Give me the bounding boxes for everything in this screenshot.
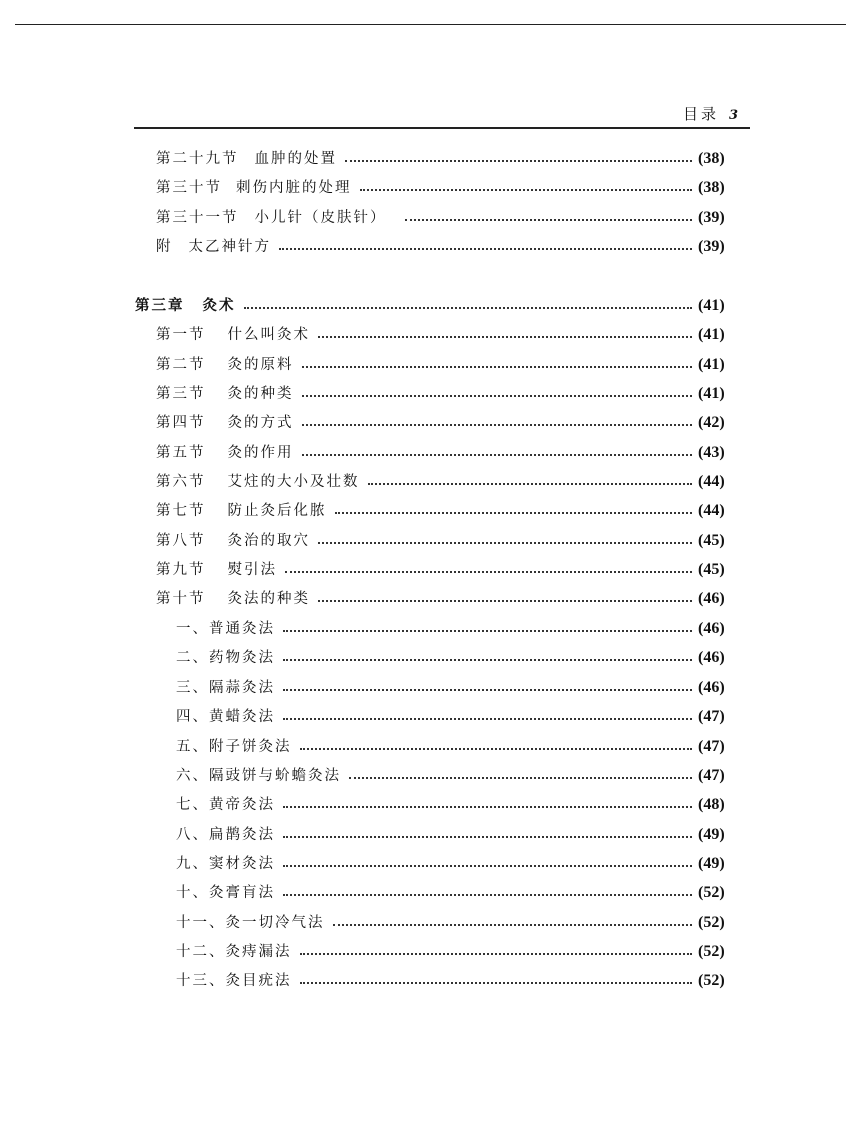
toc-entry-page: (47) <box>698 708 725 725</box>
running-header-title: 目录 <box>682 105 719 123</box>
dot-leader <box>302 383 693 405</box>
toc-entry[interactable] <box>156 442 750 464</box>
toc-subitem-title: 灸目疣法 <box>225 973 292 989</box>
toc-entry-number: 第八节 <box>156 533 206 549</box>
toc-entry-number: 第二节 <box>156 357 206 373</box>
dot-leader <box>244 295 693 317</box>
toc-entry-number: 第二十九节 <box>156 151 239 167</box>
toc-subitem-title: 灸痔漏法 <box>225 944 292 960</box>
dot-leader <box>283 853 692 875</box>
toc-subitem-number: 六、 <box>176 768 209 784</box>
toc-entry-number: 第三十一节 <box>156 210 239 226</box>
toc-entry-page: (44) <box>698 473 725 490</box>
toc-subitem-number: 五、 <box>176 739 209 755</box>
dot-leader <box>283 677 692 699</box>
toc-subitem-number: 十三、 <box>176 973 226 989</box>
toc-entry-number: 附 <box>156 239 173 255</box>
toc-entry[interactable] <box>156 500 750 522</box>
dot-leader <box>333 912 693 934</box>
toc-entry-title: 熨引法 <box>227 562 277 578</box>
toc-entry-title: 防止灸后化脓 <box>227 503 327 519</box>
dot-leader <box>300 941 693 963</box>
toc-entry-page: (39) <box>698 238 725 255</box>
dot-leader <box>285 559 692 581</box>
toc-entry-page: (52) <box>698 884 725 901</box>
toc-subitem-number: 十、 <box>176 885 209 901</box>
toc-entry-title: 灸的原料 <box>227 357 294 373</box>
toc-entry-page: (46) <box>698 649 725 666</box>
toc-entry-page: (38) <box>698 150 725 167</box>
toc-subitem[interactable] <box>176 647 750 669</box>
toc-subitem[interactable] <box>176 765 750 787</box>
toc-entry-page: (49) <box>698 826 725 843</box>
dot-leader <box>318 530 692 552</box>
toc-subitem[interactable] <box>176 706 750 728</box>
toc-entry-title: 小儿针（皮肤针） <box>254 210 387 226</box>
toc-entry[interactable] <box>156 383 750 405</box>
toc-entry-page: (41) <box>698 326 725 343</box>
toc-entry-title: 灸的种类 <box>227 386 294 402</box>
toc-entry-page: (42) <box>698 414 725 431</box>
toc-entry-number: 第九节 <box>156 562 206 578</box>
dot-leader <box>302 354 693 376</box>
toc-entry-number: 第三十节 <box>156 180 222 196</box>
toc-subitem-number: 四、 <box>176 709 209 725</box>
toc-entry-title: 灸的方式 <box>227 415 294 431</box>
toc-entry-page: (41) <box>698 356 725 373</box>
toc-subitem-title: 隔蒜灸法 <box>209 680 275 696</box>
header-rule <box>134 127 750 129</box>
toc-subitem-number: 十一、 <box>176 915 226 931</box>
dot-leader <box>279 236 692 258</box>
toc-entry-page: (52) <box>698 914 725 931</box>
toc-entry-title: 太乙神针方 <box>188 239 271 255</box>
dot-leader <box>283 618 692 640</box>
dot-leader <box>283 794 692 816</box>
toc-chapter-entry[interactable] <box>135 295 750 317</box>
toc-entry-title: 刺伤内脏的处理 <box>236 180 352 196</box>
toc-subitem[interactable] <box>176 736 750 758</box>
toc-subitem[interactable] <box>176 970 750 992</box>
toc-entry[interactable] <box>156 471 750 493</box>
toc-subitem-title: 黄蜡灸法 <box>209 709 275 725</box>
toc-entry-page: (47) <box>698 738 725 755</box>
toc-entry-title: 艾炷的大小及壮数 <box>227 474 360 490</box>
toc-subitem-number: 八、 <box>176 827 209 843</box>
toc-subitem-title: 灸一切冷气法 <box>225 915 325 931</box>
toc-entry-number: 第五节 <box>156 445 206 461</box>
toc-entry-number: 第三节 <box>156 386 206 402</box>
dot-leader <box>302 442 693 464</box>
toc-subitem[interactable] <box>176 618 750 640</box>
toc-subitem-title: 黄帝灸法 <box>209 797 275 813</box>
dot-leader <box>368 471 693 493</box>
dot-leader <box>300 736 693 758</box>
dot-leader <box>283 824 692 846</box>
toc-entry[interactable] <box>156 354 750 376</box>
toc-subitem-number: 一、 <box>176 621 209 637</box>
toc-entry-page: (41) <box>698 385 725 402</box>
toc-entry-page: (46) <box>698 620 725 637</box>
toc-entry[interactable] <box>156 148 750 170</box>
toc-entry-page: (52) <box>698 943 725 960</box>
toc-entry-page: (38) <box>698 179 725 196</box>
toc-entry-number: 第四节 <box>156 415 206 431</box>
toc-subitem-title: 药物灸法 <box>209 650 275 666</box>
toc-entry-page: (48) <box>698 796 725 813</box>
toc-entry-page: (43) <box>698 444 725 461</box>
toc-entry-title: 灸法的种类 <box>227 591 310 607</box>
toc-subitem-number: 十二、 <box>176 944 226 960</box>
toc-entry-page: (45) <box>698 561 725 578</box>
dot-leader <box>360 177 693 199</box>
toc-subitem[interactable] <box>176 853 750 875</box>
dot-leader <box>283 882 692 904</box>
toc-subitem[interactable] <box>176 941 750 963</box>
toc-subitem-number: 三、 <box>176 680 209 696</box>
toc-entry-page: (39) <box>698 209 725 226</box>
toc-entry[interactable] <box>156 236 750 258</box>
toc-subitem-title: 附子饼灸法 <box>209 739 292 755</box>
dot-leader <box>283 647 692 669</box>
toc-entry-page: (46) <box>698 679 725 696</box>
page-top-rule <box>15 24 846 25</box>
toc-chapter-number: 第三章 <box>135 297 185 314</box>
toc-subitem-number: 二、 <box>176 650 209 666</box>
toc-subitem[interactable] <box>176 912 750 934</box>
dot-leader <box>302 412 693 434</box>
dot-leader <box>318 324 692 346</box>
toc-entry-page: (47) <box>698 767 725 784</box>
toc-subitem[interactable] <box>176 794 750 816</box>
toc-entry-number: 第一节 <box>156 327 206 343</box>
running-header <box>134 104 750 126</box>
toc-subitem[interactable] <box>176 677 750 699</box>
toc-entry[interactable] <box>156 207 750 229</box>
toc-entry-title: 血肿的处置 <box>254 151 337 167</box>
toc-entry[interactable] <box>156 530 750 552</box>
toc-subitem-number: 七、 <box>176 797 209 813</box>
dot-leader <box>405 207 693 229</box>
dot-leader <box>349 765 692 787</box>
toc-entry-number: 第七节 <box>156 503 206 519</box>
toc-subitem[interactable] <box>176 882 750 904</box>
toc-entry-title: 什么叫灸术 <box>227 327 310 343</box>
toc-entry-page: (52) <box>698 972 725 989</box>
toc-entry[interactable] <box>156 588 750 610</box>
toc-entry[interactable] <box>156 412 750 434</box>
running-header-page-number: 3 <box>728 108 738 123</box>
toc-entry-number: 第十节 <box>156 591 206 607</box>
toc-subitem-title: 窦材灸法 <box>209 856 275 872</box>
toc-subitem-title: 扁鹊灸法 <box>209 827 275 843</box>
toc-subitem-title: 普通灸法 <box>209 621 275 637</box>
toc-subitem-title: 灸膏肓法 <box>209 885 275 901</box>
toc-entry[interactable] <box>156 559 750 581</box>
toc-entry-title: 灸的作用 <box>227 445 294 461</box>
toc-entry-page: (41) <box>698 297 725 314</box>
toc-subitem-number: 九、 <box>176 856 209 872</box>
toc-entry-page: (44) <box>698 502 725 519</box>
toc-entry-number: 第六节 <box>156 474 206 490</box>
toc-entry[interactable] <box>156 177 750 199</box>
toc-entry-page: (49) <box>698 855 725 872</box>
toc-entry-page: (46) <box>698 590 725 607</box>
dot-leader <box>335 500 693 522</box>
toc-chapter-title: 灸术 <box>202 297 236 314</box>
toc-entry-page: (45) <box>698 532 725 549</box>
dot-leader <box>345 148 692 170</box>
toc-subitem[interactable] <box>176 824 750 846</box>
toc-entry-title: 灸治的取穴 <box>227 533 310 549</box>
dot-leader <box>300 970 693 992</box>
dot-leader <box>318 588 692 610</box>
toc-subitem-title: 隔豉饼与蚧蟾灸法 <box>209 768 341 784</box>
toc-entry[interactable] <box>156 324 750 346</box>
dot-leader <box>283 706 692 728</box>
